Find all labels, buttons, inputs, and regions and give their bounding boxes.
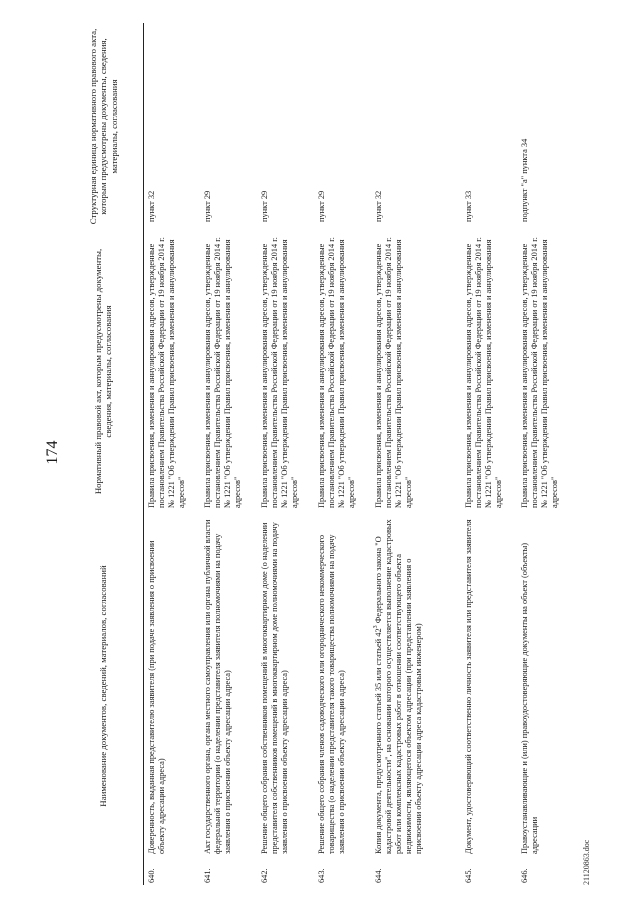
row-act: Правила присвоения, изменения и аннулирования адресов, утвержденные постановлением Правительства Российской Федерации от 19 ноября 2014 г. № 1221 "Об утверждении Правил присвоения, изменения и аннулирования адресов" [203,237,242,508]
row-unit: пункт 29 [260,190,269,222]
row-number: 642. [260,868,269,883]
row-name-part: Федерального закона "О кадастровой деятельности", на основании которого осуществляется выполнение кадастровых работ или комплексных кадастровых работ в отношении соответствующего объекта недвижимости, являющегося объектом адресации (при представлении заявления о присвоении объекту адресации адреса кадастровым инженером) [374,519,423,854]
row-name: Акт государственного органа, органа местного самоуправления или органа публичной власти федеральной территории (о наделении представителя заявителя полномочиями на подачу заявления о присвоении объекту адресации адреса) [203,519,232,854]
table-row [200,23,257,885]
table-row [371,23,461,885]
table-row [517,23,573,885]
row-act: Правила присвоения, изменения и аннулирования адресов, утвержденные постановлением Правительства Российской Федерации от 19 ноября 2014 г. № 1221 "Об утверждении Правил присвоения, изменения и аннулирования адресов" [146,237,186,508]
row-name: Документ, удостоверяющий соответственно личность заявителя или представителя заявителя [464,519,473,854]
row-unit: пункт 29 [203,190,212,222]
row-name: Доверенность, выданная представителю заявителя (при подаче заявления о присвоении объекту адресации адреса) [146,540,166,854]
row-number: 646. [520,868,529,883]
header-num [64,859,143,885]
row-name: Решение общего собрания членов садоводческого или огороднического некоммерческого товарищества (о наделении представителя такого товарищества полномочиями на подачу заявления о присвоении объекту адресации адреса) [317,534,346,854]
header-name: Наименование документов, сведений, материалов, согласований [98,565,108,807]
table-row [143,23,200,885]
documents-table [64,23,573,885]
row-unit: пункт 32 [374,190,383,222]
table-row [461,23,517,885]
row-number: 644. [374,868,383,883]
row-number: 645. [464,868,473,883]
table-row [257,23,314,885]
table-row [314,23,371,885]
row-unit: пункт 32 [146,190,156,222]
row-unit: пункт 33 [464,190,473,222]
row-act: Правила присвоения, изменения и аннулирования адресов, утвержденные постановлением Правительства Российской Федерации от 19 ноября 2014 г. № 1221 "Об утверждении Правил присвоения, изменения и аннулирования адресов" [374,237,413,508]
row-act: Правила присвоения, изменения и аннулирования адресов, утвержденные постановлением Правительства Российской Федерации от 19 ноября 2014 г. № 1221 "Об утверждении Правил присвоения, изменения и аннулирования адресов" [317,237,356,508]
table-header-row [64,23,143,885]
header-act: Нормативный правовой акт, которым предусмотрены документы, сведения, материалы, согласования [92,248,114,495]
row-name [371,513,461,859]
row-number: 641. [203,868,212,883]
row-act: Правила присвоения, изменения и аннулирования адресов, утвержденные постановлением Правительства Российской Федерации от 19 ноября 2014 г. № 1221 "Об утверждении Правил присвоения, изменения и аннулирования адресов" [260,237,299,508]
row-act: Правила присвоения, изменения и аннулирования адресов, утвержденные постановлением Правительства Российской Федерации от 19 ноября 2014 г. № 1221 "Об утверждении Правил присвоения, изменения и аннулирования адресов" [520,237,559,508]
row-unit: пункт 29 [317,190,326,222]
row-act: Правила присвоения, изменения и аннулирования адресов, утвержденные постановлением Правительства Российской Федерации от 19 ноября 2014 г. № 1221 "Об утверждении Правил присвоения, изменения и аннулирования адресов" [464,237,503,508]
page-number: 174 [44,440,61,465]
row-name-part: Копия документа, предусмотренного статьей 35 или статьей 42 [374,628,383,854]
row-unit: подпункт "а" пункта 34 [520,138,529,222]
row-number: 643. [317,868,326,883]
row-name: Правоустанавливающие и (или) правоудостоверяющие документы на объект (объекты) адресации [520,542,539,854]
superscript: 3 [373,625,380,629]
row-number: 640. [146,868,156,883]
header-unit: Структурная единица нормативного правового акта, которым предусмотрены документы, сведения, материалы, согласования [87,28,119,225]
document-filename: 21120863.doc [582,839,591,885]
row-name: Решение общего собрания собственников помещений в многоквартирном доме (о наделении представителя собственников помещений в многоквартирном доме полномочиями на подачу заявления о присвоении объекту адресации адреса) [260,522,289,854]
